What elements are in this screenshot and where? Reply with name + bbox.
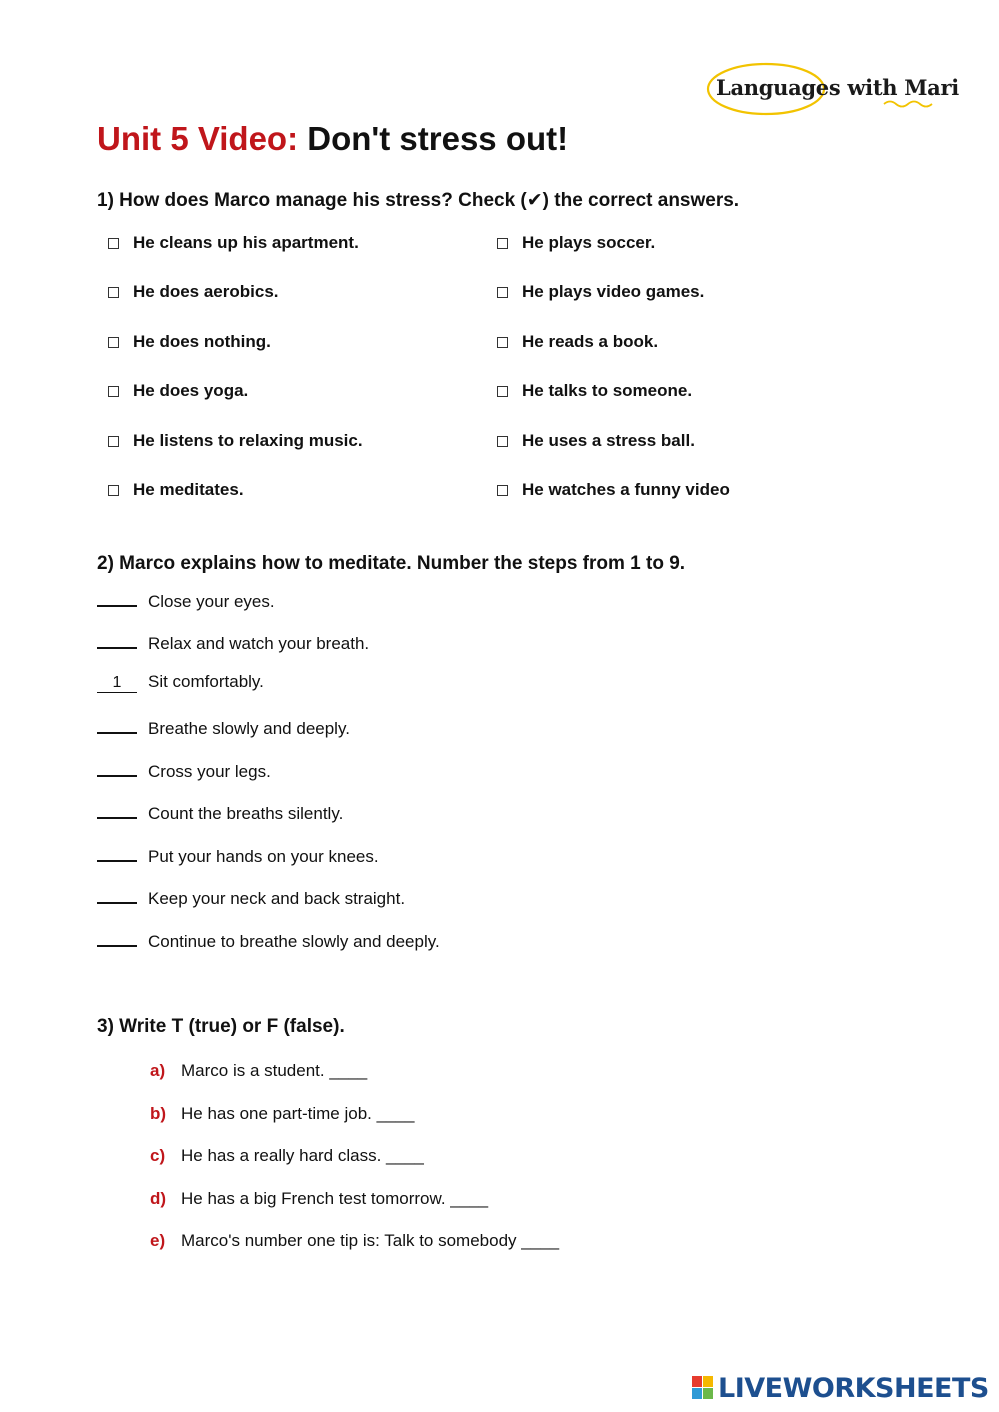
checkbox-item[interactable] [497,381,692,401]
checkbox-label: He does nothing. [133,332,271,351]
step-text: Put your hands on your knees. [148,847,379,866]
checkbox-label: He listens to relaxing music. [133,431,363,450]
step-text: Keep your neck and back straight. [148,889,406,908]
checkbox-item[interactable] [497,431,695,451]
item-letter: d) [150,1189,167,1208]
item-text: He has a big French test tomorrow. ____ [181,1189,489,1208]
step-row [97,757,271,782]
item-text: He has one part-time job. ____ [181,1104,415,1123]
step-row [97,842,379,867]
checkbox-icon[interactable] [108,238,119,249]
step-text: Cross your legs. [148,762,271,781]
checkbox-label: He does yoga. [133,381,249,400]
step-number-input[interactable] [97,587,137,607]
true-false-item[interactable] [150,1189,488,1209]
checkbox-label: He reads a book. [522,332,659,351]
page-title [97,120,568,158]
step-row [97,672,264,693]
checkbox-icon[interactable] [497,337,508,348]
question-2-heading: 2) Marco explains how to meditate. Number the steps from 1 to 9. [97,553,686,574]
checkbox-icon[interactable] [497,238,508,249]
item-text: Marco is a student. ____ [181,1061,368,1080]
footer-brand [692,1373,989,1403]
step-number-input[interactable] [97,927,137,947]
step-text: Count the breaths silently. [148,804,344,823]
step-number-input[interactable] [97,842,137,862]
checkbox-icon[interactable] [108,436,119,447]
checkbox-icon[interactable] [497,436,508,447]
true-false-item[interactable] [150,1231,559,1251]
step-row [97,884,405,909]
checkbox-label: He uses a stress ball. [522,431,695,450]
true-false-item[interactable] [150,1146,424,1166]
item-letter: b) [150,1104,167,1123]
checkbox-icon[interactable] [497,485,508,496]
checkbox-item[interactable] [497,282,704,302]
item-text: He has a really hard class. ____ [181,1146,424,1165]
logo-text: Languages with Mari [716,75,959,100]
item-letter: c) [150,1146,166,1165]
step-text: Sit comfortably. [148,672,264,691]
title-main: Don't stress out! [307,120,569,157]
checkbox-label: He cleans up his apartment. [133,233,359,252]
step-row [97,629,369,654]
checkbox-item[interactable] [497,332,658,352]
step-number-input[interactable] [97,714,137,734]
checkbox-item[interactable] [108,431,363,451]
checkbox-icon[interactable] [497,386,508,397]
step-text: Breathe slowly and deeply. [148,719,350,738]
footer-brand-text: LIVEWORKSHEETS [718,1372,989,1404]
step-number-input[interactable] [97,884,137,904]
title-prefix: Unit 5 Video: [97,120,299,157]
item-letter: e) [150,1231,166,1250]
checkbox-label: He watches a funny video [522,480,730,499]
item-text: Marco's number one tip is: Talk to somebody ____ [181,1231,560,1250]
item-letter: a) [150,1061,166,1080]
checkbox-item[interactable] [108,480,244,500]
step-number-input[interactable] [97,629,137,649]
question-3-heading: 3) Write T (true) or F (false). [97,1016,345,1037]
step-row [97,587,275,612]
true-false-item[interactable] [150,1061,367,1081]
step-number-input[interactable] [97,757,137,777]
step-row [97,714,350,739]
checkbox-icon[interactable] [108,386,119,397]
step-row [97,927,440,952]
checkbox-item[interactable] [108,233,359,253]
checkbox-label: He does aerobics. [133,282,279,301]
checkbox-label: He plays soccer. [522,233,656,252]
checkbox-label: He talks to someone. [522,381,693,400]
checkbox-icon[interactable] [108,337,119,348]
checkbox-icon[interactable] [497,287,508,298]
step-text: Continue to breathe slowly and deeply. [148,932,440,951]
checkbox-label: He plays video games. [522,282,705,301]
liveworksheets-logo-icon [692,1376,714,1400]
checkbox-item[interactable] [108,332,271,352]
checkbox-item[interactable] [108,381,248,401]
step-text: Close your eyes. [148,592,275,611]
checkbox-label: He meditates. [133,480,244,499]
step-text: Relax and watch your breath. [148,634,370,653]
step-number-input[interactable]: 1 [97,674,137,693]
checkbox-icon[interactable] [108,287,119,298]
question-1-heading: 1) How does Marco manage his stress? Check (✔) the correct answers. [97,190,740,211]
checkbox-item[interactable] [497,480,730,500]
checkbox-item[interactable] [497,233,655,253]
brand-logo [706,60,959,120]
checkbox-item[interactable] [108,282,279,302]
true-false-item[interactable] [150,1104,414,1124]
step-row [97,799,343,824]
checkbox-icon[interactable] [108,485,119,496]
step-number-input[interactable] [97,799,137,819]
